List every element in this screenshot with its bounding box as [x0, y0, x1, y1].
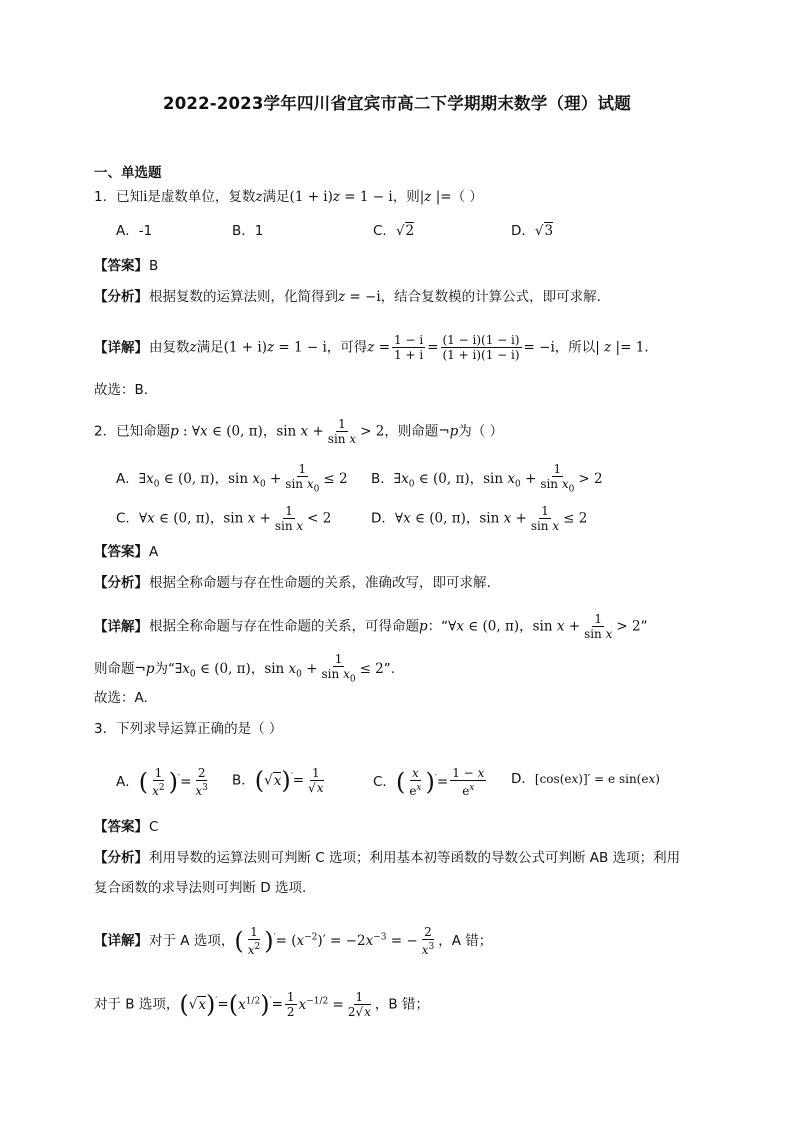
- q2-option-a: A．$\exists x_0$ ∈ (0, π)，$\sin x_0$ + $\frac{1}{\sin x_0}$ ≤ 2: [116, 462, 348, 495]
- q2-option-d: D．∀x ∈ (0, π)，sin x + $\frac{1}{\text{sin x}}$ ≤ 2: [371, 504, 588, 533]
- page-title: 2022-2023学年四川省宜宾市高二下学期期末数学（理）试题: [163, 94, 631, 113]
- q3-option-a: A．( $\frac{1}{x^2}$ )′= $\frac{2}{x^3}$: [116, 766, 208, 798]
- q1-answer: 【答案】B: [94, 258, 159, 274]
- q3-detail-a: 【详解】对于 A 选项，( $\frac{1}{x^2}$ )$'= (x^{-2})' = -2x^{-3}$ = − $\frac{2}{x^3}$ ，A 错；: [94, 925, 493, 957]
- q2-choice: 故选：A.: [94, 690, 148, 706]
- q2-option-c: C．∀x ∈ (0, π)，sin x + $\frac{1}{\text{sin x}}$ < 2: [116, 504, 332, 533]
- q3-analysis-line1: 【分析】利用导数的运算法则可判断 C 选项；利用基本初等函数的导数公式可判断 AB 选项；利用: [94, 850, 681, 866]
- q3-option-c: C．( $\frac{x}{e^x}$ )′= $\frac{1 - x}{e^x}$: [373, 766, 485, 798]
- q2-option-b: B．$\exists x_0$ ∈ (0, π)，$\sin x_0$ + $\frac{1}{\sin x_0}$ > 2: [371, 462, 603, 495]
- q1-choice: 故选：B.: [94, 382, 149, 398]
- q2-detail-line2: 则命题¬p为“$\exists x_0$ ∈ (0, π)，$\sin x_0$ + $\frac{1}{\sin x_0}$ ≤ 2”.: [94, 652, 396, 685]
- q2-answer: 【答案】A: [94, 544, 159, 560]
- question-1-stem: 1．已知i是虚数单位，复数z满足(1 + i)z = 1 − i，则|z |=（ ）: [94, 189, 483, 205]
- question-3-stem: 3．下列求导运算正确的是（ ）: [94, 721, 283, 737]
- q3-analysis-line2: 复合函数的求导法则可判断 D 选项.: [94, 880, 307, 896]
- q1-option-d: D．√3: [511, 223, 554, 239]
- section-heading: 一、单选题: [94, 165, 162, 181]
- q1-analysis: 【分析】根据复数的运算法则，化简得到z = −i，结合复数模的计算公式，即可求解.: [94, 289, 601, 305]
- q3-answer: 【答案】C: [94, 819, 159, 835]
- question-2-stem: 2．已知命题p : ∀x ∈ (0, π)，sin x + $\frac{1}{\text{sin x}}$ > 2，则命题¬p为（ ）: [94, 417, 504, 446]
- q2-analysis: 【分析】根据全称命题与存在性命题的关系，准确改写，即可求解.: [94, 575, 491, 591]
- q2-detail-line1: 【详解】根据全称命题与存在性命题的关系，可得命题p：“∀x ∈ (0, π)，sin x + $\frac{1}{\text{sin x}}$ > 2”: [94, 612, 648, 641]
- q1-option-b: B．1: [232, 223, 264, 239]
- q1-detail: 【详解】由复数z满足(1 + i)z = 1 − i，可得z = $\frac{1 - i}{1 + i}$ = $\frac{(1 - i)(1 - i)}{(1 + i)(1 - i)}$ = −i，所以| z |= 1.: [94, 333, 649, 362]
- q3-detail-b: 对于 B 选项，$(√x)'=(x^{1/2})'=$ $\frac{1}{2}$ $x^{-1/2}$ = $\frac{1}{2√x}$ ，B 错；: [94, 990, 429, 1019]
- q1-option-a: A．-1: [116, 223, 153, 239]
- q1-option-c: C．√2: [373, 223, 415, 239]
- q3-option-b: B．(√x)′= $\frac{1}{√x}$: [232, 766, 324, 795]
- q3-option-d: D．[cos(ex)]′ = e sin(ex): [511, 771, 660, 787]
